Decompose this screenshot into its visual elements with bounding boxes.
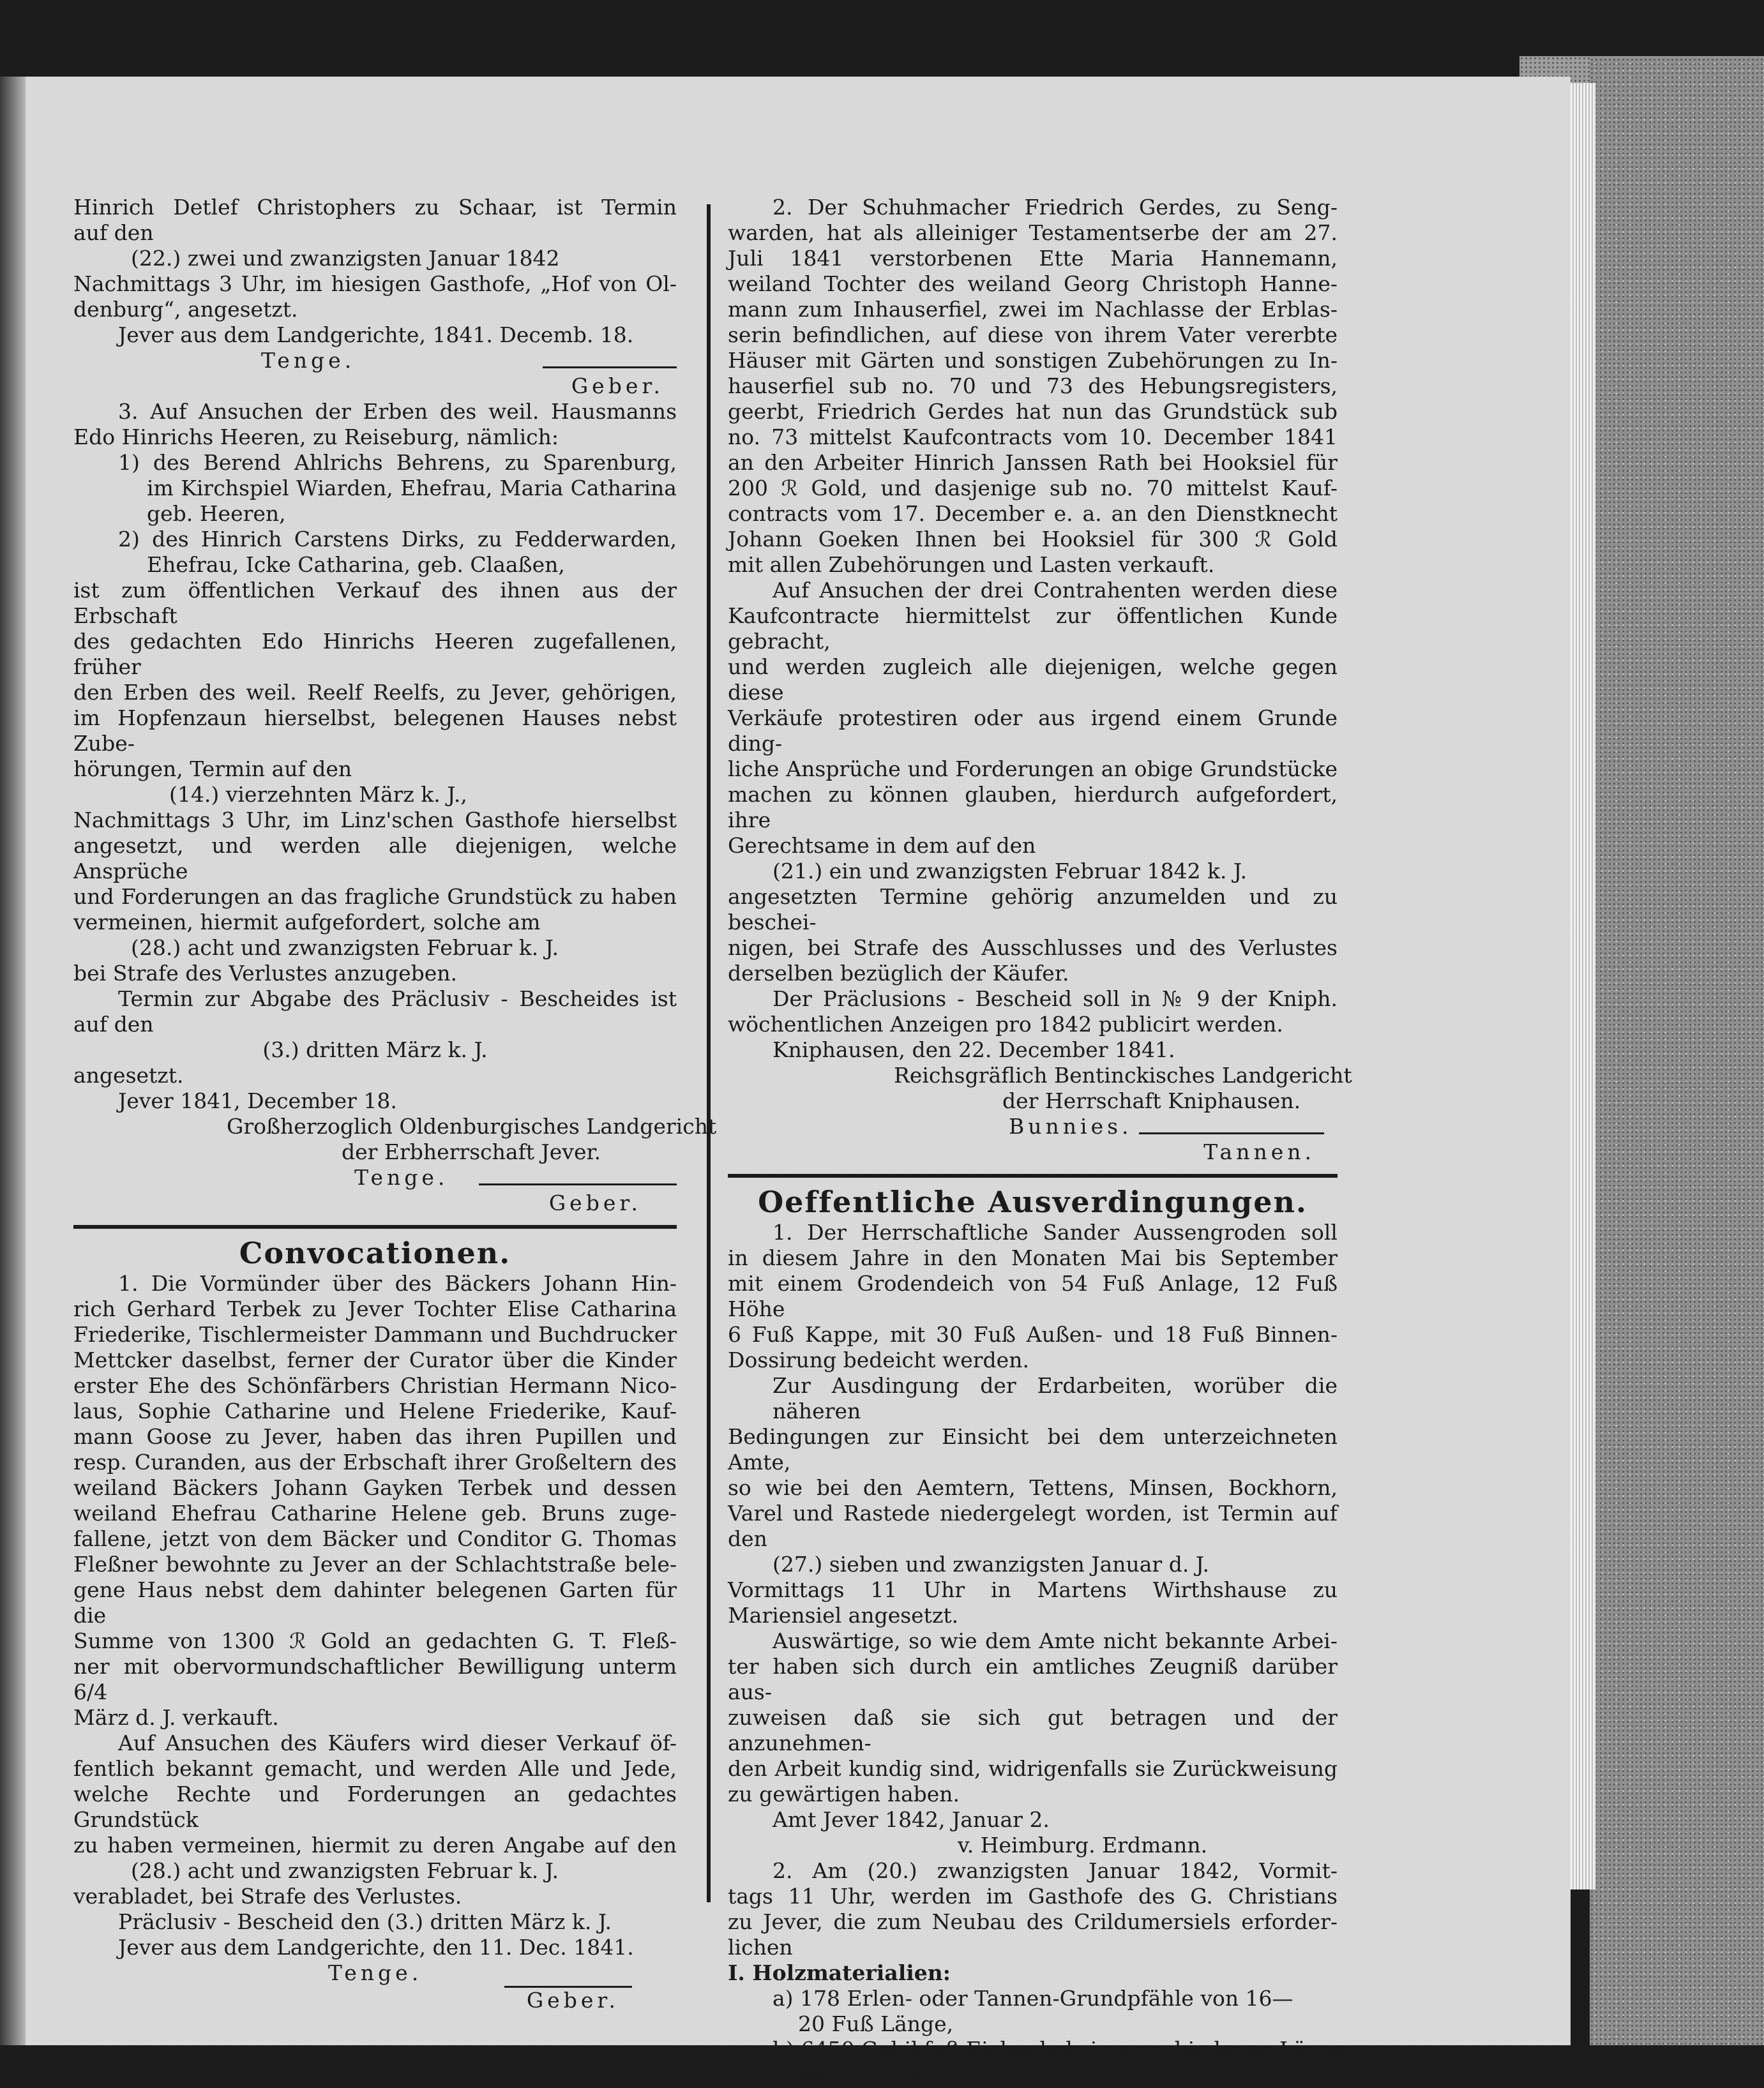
- list-item: a) 178 Erlen- oder Tannen-Grundpfähle von 16—: [773, 1986, 1293, 2011]
- column-divider: [707, 204, 711, 1902]
- text-line: und Stärken,: [798, 2062, 937, 2087]
- text-line: (27.) sieben und zwanzigsten Januar d. J.: [773, 1552, 1209, 1577]
- text-line: ist zum öffentlichen Verkauf des ihnen aus der Erbschaft: [73, 578, 677, 628]
- text-line: (28.) acht und zwanzigsten Februar k. J.: [131, 1858, 559, 1883]
- left-column: [73, 195, 717, 2013]
- signature-tenge: Tenge.: [354, 1165, 449, 1190]
- text-line: fentlich bekannt gemacht, und werden Alle und Jede,: [73, 1756, 677, 1781]
- text-line: Jever 1841, December 18.: [118, 1088, 397, 1113]
- text-line: angesetzt, und werden alle diejenigen, welche Ansprüche: [73, 833, 677, 883]
- text-line: angesetzten Termine gehörig anzumelden und zu beschei-: [728, 884, 1338, 935]
- text-line: liche Ansprüche und Forderungen an obige Grundstücke: [728, 756, 1338, 781]
- text-line: Johann Goeken Ihnen bei Hooksiel für 300 ℛ Gold: [728, 527, 1338, 552]
- text-line: Ehefrau, Icke Catharina, geb. Claaßen,: [147, 552, 565, 577]
- text-line: tags 11 Uhr, werden im Gasthofe des G. Christians: [728, 1884, 1338, 1909]
- text-line: (3.) dritten März k. J.: [262, 1037, 488, 1062]
- text-line: laus, Sophie Catharine und Helene Friederike, Kauf-: [73, 1399, 677, 1423]
- text-line: Juli 1841 verstorbenen Ette Maria Hannemann,: [728, 246, 1338, 271]
- text-line: geb. Heeren,: [147, 501, 286, 526]
- section-rule: [73, 1225, 677, 1229]
- text-line: derselben bezüglich der Käufer.: [728, 961, 1069, 986]
- text-line: zu haben vermeinen, hiermit zu deren Angabe auf den: [73, 1833, 677, 1858]
- text-line: v. Heimburg. Erdmann.: [958, 1833, 1208, 1858]
- text-line: 3. Auf Ansuchen der Erben des weil. Hausmanns: [118, 399, 677, 424]
- text-line: Auf Ansuchen der drei Contrahenten werden diese: [773, 578, 1338, 603]
- text-line: erster Ehe des Schönfärbers Christian Hermann Nico-: [73, 1373, 677, 1398]
- text-line: hauserfiel sub no. 70 und 73 des Hebungsregisters,: [728, 373, 1338, 398]
- text-line: im Hopfenzaun hierselbst, belegenen Hauses nebst Zube-: [73, 705, 677, 756]
- text-line: und Forderungen an das fragliche Grundstück zu haben: [73, 884, 677, 909]
- text-line: weiland Tochter des weiland Georg Christoph Hanne-: [728, 271, 1338, 296]
- text-line: auf den: [73, 220, 154, 245]
- list-item: b) 6450 Cubikfuß Eichenholz in verschiedenen Längen: [773, 2037, 1359, 2062]
- text-line: ter haben sich durch ein amtliches Zeugniß darüber aus-: [728, 1654, 1338, 1704]
- text-line: in diesem Jahre in den Monaten Mai bis September: [728, 1245, 1338, 1270]
- section-heading-convocationen: Convocationen.: [239, 1236, 511, 1270]
- signature-geber: Geber.: [526, 1988, 619, 2013]
- signature-tannen: Tannen.: [1203, 1139, 1315, 1164]
- text-line: der Herrschaft Kniphausen.: [1002, 1088, 1301, 1113]
- text-line: Kniphausen, den 22. December 1841.: [773, 1037, 1175, 1062]
- text-line: Der Präclusions - Bescheid soll in № 9 der Kniph.: [773, 986, 1338, 1011]
- text-line: (28.) acht und zwanzigsten Februar k. J.: [131, 935, 559, 960]
- text-line: weiland Bäckers Johann Gayken Terbek und dessen: [73, 1475, 677, 1500]
- text-line: Verkäufe protestiren oder aus irgend einem Grunde ding-: [728, 705, 1338, 756]
- text-line: 20 Fuß Länge,: [798, 2011, 954, 2036]
- text-line: Häuser mit Gärten und sonstigen Zubehörungen zu In-: [728, 348, 1338, 373]
- signature-tenge: Tenge.: [328, 1960, 423, 1985]
- text-line: Edo Hinrichs Heeren, zu Reiseburg, nämlich:: [73, 424, 559, 449]
- right-column: [728, 195, 1359, 2088]
- signature-row: [73, 1165, 677, 1190]
- text-line: 200 ℛ Gold, und dasjenige sub no. 70 mittelst Kauf-: [728, 476, 1338, 500]
- text-line: resp. Curanden, aus der Erbschaft ihrer Großeltern des: [73, 1450, 677, 1475]
- text-line: hörungen, Termin auf den: [73, 756, 352, 781]
- text-line: Friederike, Tischlermeister Dammann und Buchdrucker: [73, 1322, 677, 1347]
- text-line: warden, hat als alleiniger Testamentserbe der am 27.: [728, 220, 1338, 245]
- signature-rule: [543, 366, 677, 368]
- signature-bunnies: Bunnies.: [1009, 1114, 1133, 1139]
- text-line: Hinrich Detlef Christophers zu Schaar, ist Termin: [73, 195, 677, 220]
- text-line: März d. J. verkauft.: [73, 1705, 279, 1730]
- text-line: Amt Jever 1842, Januar 2.: [773, 1807, 1050, 1832]
- signature-row: [73, 348, 677, 373]
- text-line: 2. Der Schuhmacher Friedrich Gerdes, zu Seng-: [773, 195, 1338, 220]
- text-line: bei Strafe des Verlustes anzugeben.: [73, 961, 458, 986]
- text-line: weiland Ehefrau Catharine Helene geb. Bruns zuge-: [73, 1501, 677, 1526]
- text-line: zuweisen daß sie sich gut betragen und der anzunehmen-: [728, 1705, 1338, 1755]
- text-line: 2. Am (20.) zwanzigsten Januar 1842, Vormit-: [773, 1858, 1338, 1883]
- text-line: mann zum Inhauserfiel, zwei im Nachlasse der Erblas-: [728, 297, 1338, 322]
- signature-geber: Geber.: [571, 373, 664, 398]
- signature-geber: Geber.: [548, 1190, 642, 1215]
- text-line: mit einem Grodendeich von 54 Fuß Anlage, 12 Fuß Höhe: [728, 1271, 1338, 1321]
- text-line: lichen: [728, 1935, 793, 1960]
- text-line: Bedingungen zur Einsicht bei dem unterzeichneten Amte,: [728, 1424, 1338, 1475]
- section-rule: [728, 1174, 1338, 1178]
- section-heading-ausverdingungen: Oeffentliche Ausverdingungen.: [758, 1185, 1308, 1219]
- text-line: Zur Ausdingung der Erdarbeiten, worüber die näheren: [773, 1373, 1338, 1423]
- text-line: Termin zur Abgabe des Präclusiv - Bescheides ist: [118, 986, 677, 1011]
- text-line: I. Holzmaterialien:: [728, 1960, 951, 1985]
- book-cover-board: [1590, 57, 1764, 2045]
- text-line: 1. Der Herrschaftliche Sander Aussengroden soll: [773, 1220, 1338, 1245]
- signature-row: [728, 1114, 1338, 1139]
- text-line: nigen, bei Strafe des Ausschlusses und des Verlustes: [728, 935, 1338, 960]
- text-line: wöchentlichen Anzeigen pro 1842 publicirt werden.: [728, 1012, 1283, 1037]
- text-line: machen zu können glauben, hierdurch aufgefordert, ihre: [728, 782, 1338, 832]
- text-line: Varel und Rastede niedergelegt worden, ist Termin auf den: [728, 1501, 1338, 1551]
- text-line: Fleßner bewohnte zu Jever an der Schlachtstraße bele-: [73, 1552, 677, 1577]
- text-line: welche Rechte und Forderungen an gedachtes Grundstück: [73, 1782, 677, 1832]
- text-line: (14.) vierzehnten März k. J.,: [169, 782, 467, 807]
- text-line: mit allen Zubehörungen und Lasten verkauft.: [728, 552, 1215, 577]
- text-line: Auf Ansuchen des Käufers wird dieser Verkauf öf-: [118, 1731, 677, 1755]
- text-line: Mettcker daselbst, ferner der Curator über die Kinder: [73, 1348, 677, 1372]
- text-line: der Erbherrschaft Jever.: [342, 1139, 601, 1164]
- text-line: vermeinen, hiermit aufgefordert, solche am: [73, 910, 541, 935]
- list-item: 2) des Hinrich Carstens Dirks, zu Fedderwarden,: [118, 527, 677, 552]
- text-line: Kaufcontracte hiermittelst zur öffentlichen Kunde gebracht,: [728, 603, 1338, 654]
- text-line: Vormittags 11 Uhr in Martens Wirthshause zu: [728, 1577, 1338, 1602]
- text-line: verabladet, bei Strafe des Verlustes.: [73, 1884, 462, 1909]
- text-line: Gerechtsame in dem auf den: [728, 833, 1036, 858]
- text-line: Auswärtige, so wie dem Amte nicht bekannte Arbei-: [773, 1628, 1338, 1653]
- text-line: Summe von 1300 ℛ Gold an gedachten G. T. Fleß-: [73, 1628, 677, 1653]
- text-line: Großherzoglich Oldenburgisches Landgericht: [227, 1114, 717, 1139]
- text-line: gene Haus nebst dem dahinter belegenen Garten für die: [73, 1577, 677, 1628]
- text-line: ner mit obervormundschaftlicher Bewilligung unterm 6/4: [73, 1654, 677, 1704]
- signature-tenge: Tenge.: [260, 348, 356, 373]
- signature-rule: [1139, 1132, 1324, 1134]
- text-line: zu Jever, die zum Neubau des Crildumersiels erforder-: [728, 1909, 1338, 1934]
- text-line: Dossirung bedeicht werden.: [728, 1348, 1029, 1372]
- text-line: rich Gerhard Terbek zu Jever Tochter Elise Catharina: [73, 1296, 677, 1321]
- text-line: geerbt, Friedrich Gerdes hat nun das Grundstück sub: [728, 399, 1338, 424]
- text-line: angesetzt.: [73, 1063, 184, 1088]
- text-line: Mariensiel angesetzt.: [728, 1603, 959, 1628]
- text-line: 1. Die Vormünder über des Bäckers Johann Hin-: [118, 1271, 677, 1296]
- text-line: fallene, jetzt von dem Bäcker und Conditor G. Thomas: [73, 1526, 677, 1551]
- text-line: Präclusiv - Bescheid den (3.) dritten März k. J.: [118, 1909, 612, 1934]
- text-line: 6 Fuß Kappe, mit 30 Fuß Außen- und 18 Fuß Binnen-: [728, 1322, 1338, 1347]
- signature-rule: [479, 1183, 677, 1185]
- text-line: des gedachten Edo Hinrichs Heeren zugefallenen, früher: [73, 629, 677, 679]
- text-line: zu gewärtigen haben.: [728, 1782, 960, 1806]
- text-line: den Arbeit kundig sind, widrigenfalls sie Zurückweisung: [728, 1756, 1338, 1781]
- text-line: Jever aus dem Landgerichte, den 11. Dec. 1841.: [118, 1935, 634, 1960]
- text-line: contracts vom 17. December e. a. an den Dienstknecht: [728, 501, 1338, 526]
- text-line: Nachmittags 3 Uhr, im Linz'schen Gasthofe hierselbst: [73, 807, 677, 832]
- text-line: Jever aus dem Landgerichte, 1841. Decemb. 18.: [118, 322, 634, 347]
- text-line: serin befindlichen, auf diese von ihrem Vater vererbte: [728, 322, 1338, 347]
- text-line: (22.) zwei und zwanzigsten Januar 1842: [131, 246, 560, 271]
- list-item: 1) des Berend Ahlrichs Behrens, zu Sparenburg,: [118, 450, 677, 475]
- text-line: mann Goose zu Jever, haben das ihren Pupillen und: [73, 1424, 677, 1449]
- text-line: Nachmittags 3 Uhr, im hiesigen Gasthofe, „Hof von Ol-: [73, 271, 677, 296]
- text-line: und werden zugleich alle diejenigen, welche gegen diese: [728, 654, 1338, 705]
- text-line: im Kirchspiel Wiarden, Ehefrau, Maria Catharina: [147, 476, 677, 500]
- text-line: auf den: [73, 1012, 154, 1037]
- text-line: no. 73 mittelst Kaufcontracts vom 10. December 1841: [728, 424, 1338, 449]
- text-line: (21.) ein und zwanzigsten Februar 1842 k. J.: [773, 859, 1248, 883]
- text-line: an den Arbeiter Hinrich Janssen Rath bei Hooksiel für: [728, 450, 1338, 475]
- text-line: denburg“, angesetzt.: [73, 297, 298, 322]
- text-line: den Erben des weil. Reelf Reelfs, zu Jever, gehörigen,: [73, 680, 677, 705]
- text-line: so wie bei den Aemtern, Tettens, Minsen, Bockhorn,: [728, 1475, 1338, 1500]
- text-line: Reichsgräflich Bentinckisches Landgericht: [894, 1063, 1352, 1088]
